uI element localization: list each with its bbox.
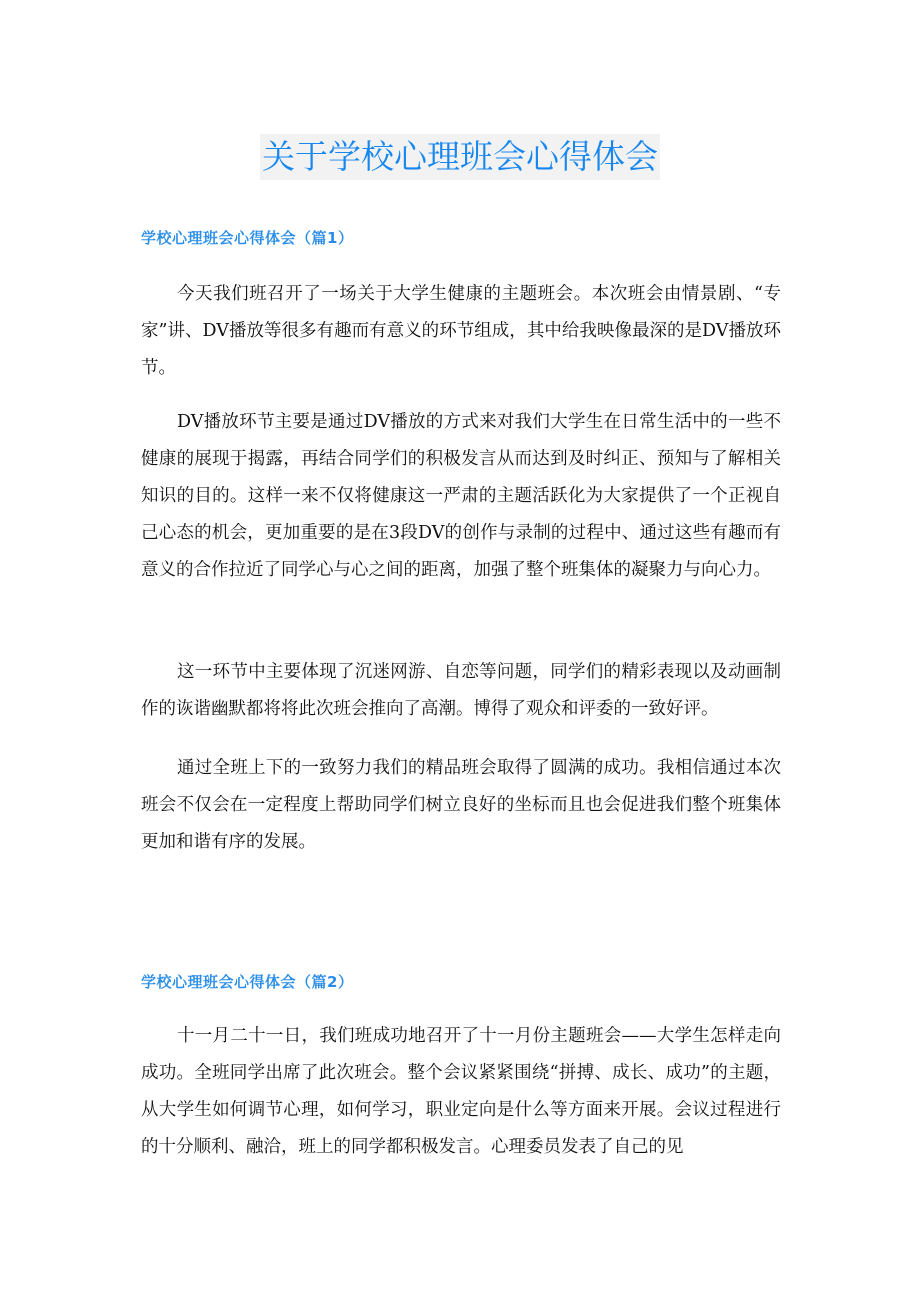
section-1-paragraph-4: 通过全班上下的一致努力我们的精品班会取得了圆满的成功。我相信通过本次班会不仅会在一定程度上帮助同学们树立良好的坐标而且也会促进我们整个班集体更加和谐有序的发展。 (141, 758, 781, 852)
section-1-paragraph-2: DV播放环节主要是通过DV播放的方式来对我们大学生在日常生活中的一些不健康的展现于揭露，再结合同学们的积极发言从而达到及时纠正、预知与了解相关知识的目的。这样一来不仅将健康这一严肃的主题活跃化为大家提供了一个正视自己心态的机会，更加重要的是在3段DV的创作与录制的过程中、通过这些有趣而有意义的合作拉近了同学心与心之间的距离，加强了整个班集体的凝聚力与向心力。 (141, 412, 781, 580)
title-container (0, 134, 920, 180)
document-title: 关于学校心理班会心得体会 (260, 134, 660, 180)
section-heading-2: 学校心理班会心得体会（篇2） (141, 973, 354, 991)
section-1-paragraph-3: 这一环节中主要体现了沉迷网游、自恋等问题，同学们的精彩表现以及动画制作的诙谐幽默都将将此次班会推向了高潮。博得了观众和评委的一致好评。 (141, 662, 781, 719)
section-heading-1: 学校心理班会心得体会（篇1） (141, 229, 354, 247)
section-2-paragraph-1: 十一月二十一日，我们班成功地召开了十一月份主题班会——大学生怎样走向成功。全班同学出席了此次班会。整个会议紧紧围绕“拼搏、成长、成功”的主题，从大学生如何调节心理，如何学习，职业定向是什么等方面来开展。会议过程进行的十分顺利、融洽，班上的同学都积极发言。心理委员发表了自己的见 (141, 1026, 781, 1157)
section-1-paragraph-1: 今天我们班召开了一场关于大学生健康的主题班会。本次班会由情景剧、“专家”讲、DV播放等很多有趣而有意义的环节组成，其中给我映像最深的是DV播放环节。 (141, 284, 781, 378)
